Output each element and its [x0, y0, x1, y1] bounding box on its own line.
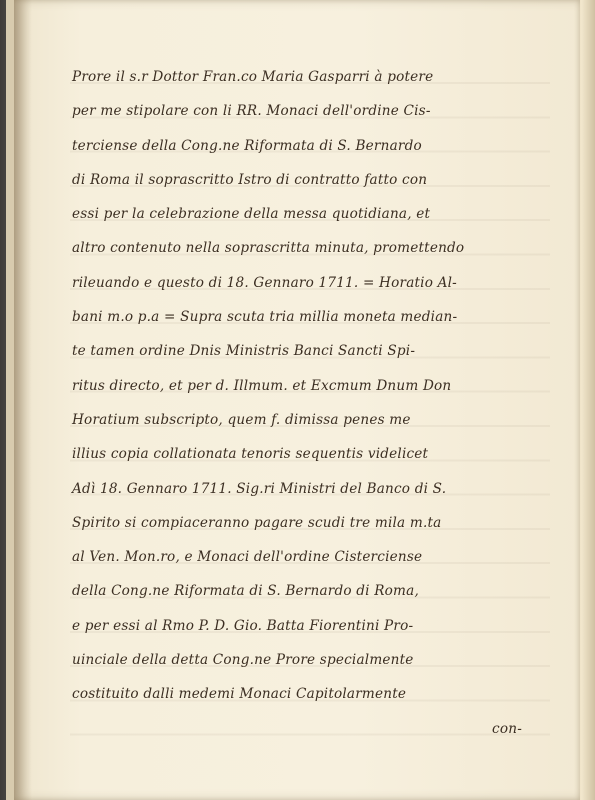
text-line-10: ritus directo, et per d. Illmum. et Excmum Dnum Don [72, 377, 452, 394]
text-line-2: per me stipolare con li RR. Monaci dell'ordine Cis- [72, 103, 431, 120]
text-line-16: della Cong.ne Riformata di S. Bernardo di Roma, [72, 583, 419, 600]
text-line-11: Horatium subscripto, quem f. dimissa penes me [72, 411, 411, 428]
binding-gutter [14, 0, 32, 800]
text-line-9: te tamen ordine Dnis Ministris Banci Sancti Spi- [72, 343, 416, 360]
text-line-3: terciense della Cong.ne Riformata di S. Bernardo [72, 137, 422, 154]
text-line-5: essi per la celebrazione della messa quotidiana, et [72, 206, 431, 223]
manuscript-text [72, 60, 552, 746]
text-line-4: di Roma il soprascritto Istro di contratto fatto con [72, 171, 428, 188]
text-line-15: al Ven. Mon.ro, e Monaci dell'ordine Cisterciense [72, 549, 423, 566]
catchword: con- [492, 720, 522, 737]
text-line-13: Adì 18. Gennaro 1711. Sig.ri Ministri del Banco di S. [72, 480, 447, 497]
text-line-7: rileuando e questo di 18. Gennaro 1711. = Horatio Al- [72, 274, 457, 291]
text-line-1: Prore il s.r Dottor Fran.co Maria Gasparri à potere [72, 69, 434, 85]
text-line-6: altro contenuto nella soprascritta minuta, promettendo [72, 240, 465, 257]
text-line-14: Spirito si compiaceranno pagare scudi tre mila m.ta [72, 514, 442, 531]
text-line-12: illius copia collationata tenoris sequentis videlicet [72, 446, 429, 463]
text-line-17: e per essi al Rmo P. D. Gio. Batta Fiorentini Pro- [72, 617, 414, 634]
text-line-18: uinciale della detta Cong.ne Prore specialmente [72, 652, 414, 669]
text-line-8: bani m.o p.a = Supra scuta tria millia moneta median- [72, 309, 458, 326]
text-line-19: costituito dalli medemi Monaci Capitolarmente [72, 686, 407, 703]
